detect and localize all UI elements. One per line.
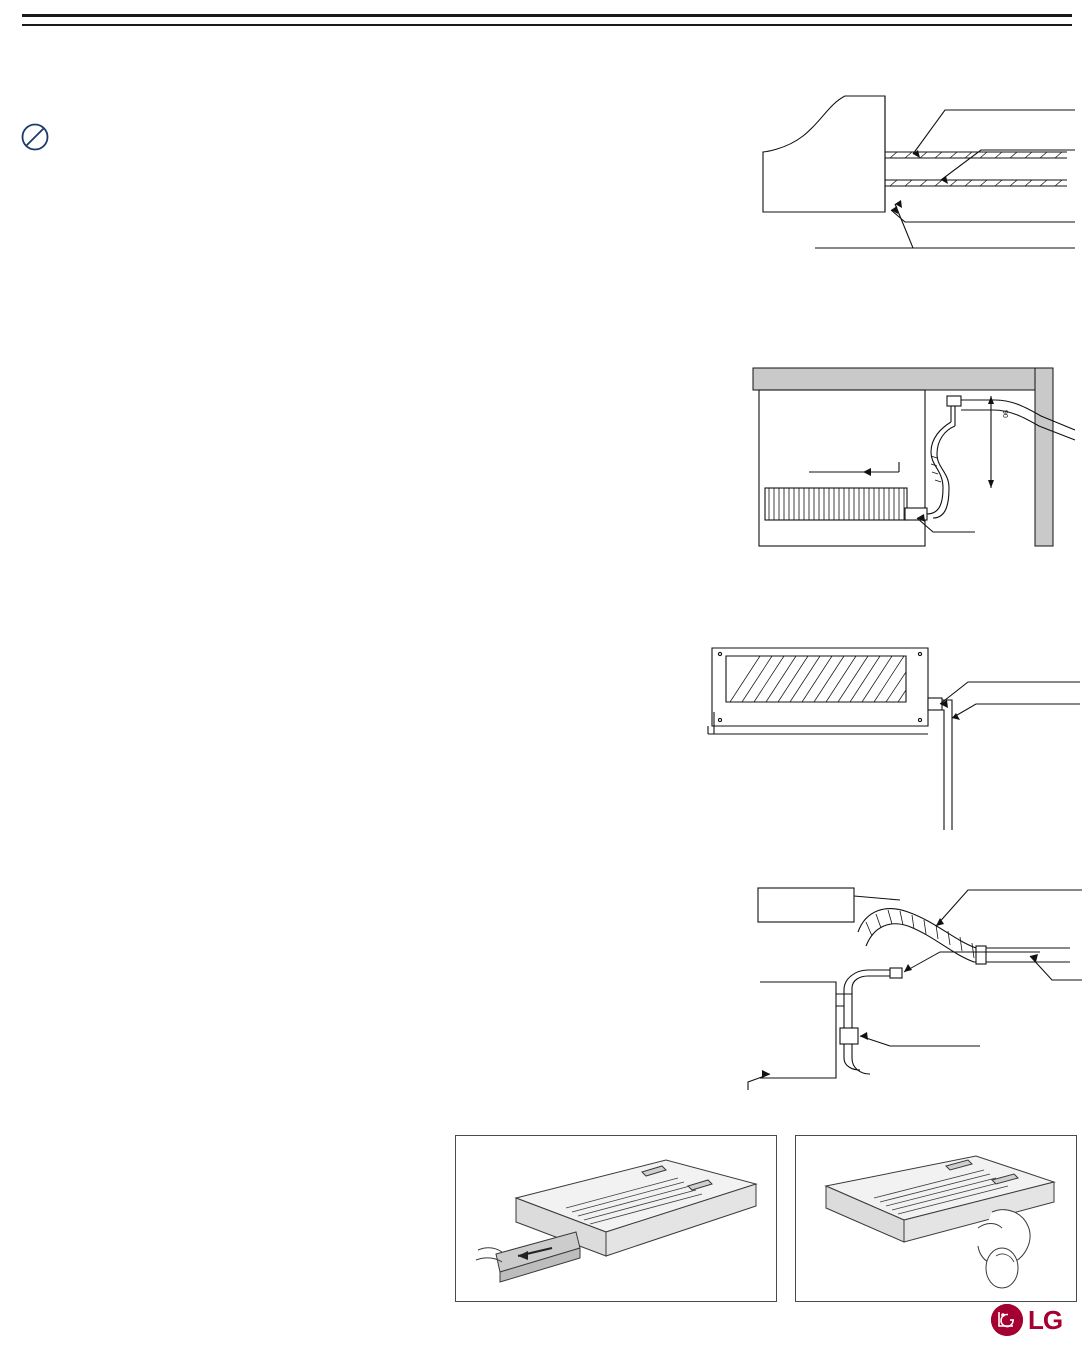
flexible-drain-hose-diagram [740, 870, 1083, 1100]
drain-pipe-rise-diagram [745, 360, 1083, 560]
lg-wordmark: LG [1028, 1305, 1063, 1335]
ceiling-gap-detail-diagram [745, 62, 1075, 262]
lg-smile-logo-icon [991, 1304, 1023, 1336]
photo-filter-install [795, 1135, 1077, 1302]
page-top-rule [22, 14, 1072, 26]
photo-panel-removal [455, 1135, 777, 1302]
lg-logo [991, 1303, 1069, 1337]
unit-side-drain-diagram [700, 630, 1083, 840]
prohibition-icon [20, 122, 50, 152]
svg-text:90: 90 [1001, 410, 1008, 418]
